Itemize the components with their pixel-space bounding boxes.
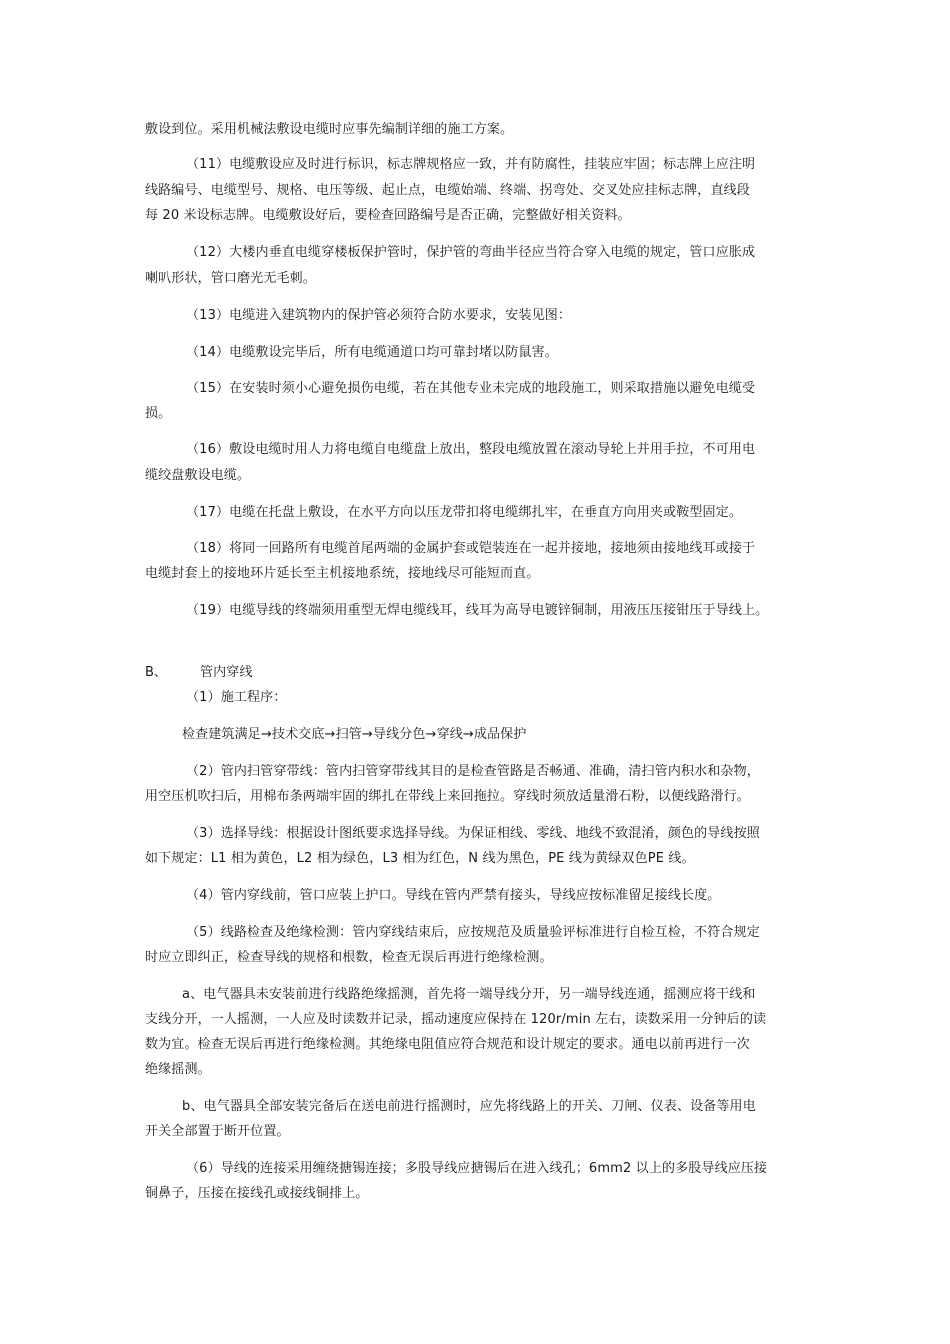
item-17-line: （17）电缆在托盘上敷设，在水平方向以压龙带扣将电缆绑扎牢，在垂直方向用夹或鞍型固定。: [186, 505, 742, 520]
section-b-title: 管内穿线: [200, 665, 253, 680]
b-item-6-line-1: （6）导线的连接采用缠绕搪锡连接；多股导线应搪锡后在进入线孔；6mm2 以上的多股导线应压接: [186, 1161, 768, 1176]
item-19-line: （19）电缆导线的终端须用重型无焊电缆线耳，线耳为高导电镀锌铜制，用液压压接钳压于导线上。: [186, 603, 769, 618]
item-13-line: （13）电缆进入建筑物内的保护管必须符合防水要求，安装见图：: [186, 308, 572, 323]
b-item-5-line-2: 时应立即纠正，检查导线的规格和根数，检查无误后再进行绝缘检测。: [145, 950, 553, 965]
b-item-2-line-2: 用空压机吹扫后，用棉布条两端牢固的绑扎在带线上来回拖拉。穿线时须放适量滑石粉，以便线路滑行。: [145, 789, 750, 804]
item-11-line-1: （11）电缆敷设应及时进行标识，标志牌规格应一致，并有防腐性，挂装应牢固；标志牌上应注明: [186, 157, 756, 172]
item-12-line-2: 喇叭形状，管口磨光无毛刺。: [145, 271, 316, 286]
b-sub-a-line-2: 支线分开，一人摇测，一人应及时读数并记录，摇动速度应保持在 120r/min 左右，读数采用一分钟后的读: [145, 1012, 767, 1027]
b-sub-b-line-2: 开关全部置于断开位置。: [145, 1124, 290, 1139]
process-flow-line: 检查建筑满足→技术交底→扫管→导线分色→穿线→成品保护: [182, 727, 527, 742]
b-item-2-line-1: （2）管内扫管穿带线：管内扫管穿带线其目的是检查管路是否畅通、准确，清扫管内积水和杂物，: [186, 764, 760, 779]
b-sub-a-line-3: 数为宜。检查无误后再进行绝缘检测。其绝缘电阻值应符合规范和设计规定的要求。通电以前再进行一次: [145, 1037, 750, 1052]
item-11-line-3: 每 20 米设标志牌。电缆敷设好后，要检查回路编号是否正确，完整做好相关资料。: [145, 208, 631, 223]
item-15-line-2: 损。: [145, 406, 172, 421]
b-item-6-line-2: 铜鼻子，压接在接线孔或接线铜排上。: [145, 1186, 369, 1201]
b-item-3-line-2: 如下规定：L1 相为黄色，L2 相为绿色，L3 相为红色，N 线为黑色，PE 线为黄绿双色PE 线。: [145, 851, 695, 866]
item-12-line-1: （12）大楼内垂直电缆穿楼板保护管时，保护管的弯曲半径应当符合穿入电缆的规定，管口应胀成: [186, 245, 756, 260]
b-item-1-line: （1）施工程序：: [186, 690, 287, 705]
item-16-line-1: （16）敷设电缆时用人力将电缆自电缆盘上放出，整段电缆放置在滚动导轮上并用手拉，不可用电: [186, 442, 756, 457]
b-item-5-line-1: （5）线路检查及绝缘检测：管内穿线结束后，应按规范及质量验评标准进行自检互检，不符合规定: [186, 925, 760, 940]
b-item-3-line-1: （3）选择导线：根据设计图纸要求选择导线。为保证相线、零线、地线不致混淆，颜色的导线按照: [186, 826, 760, 841]
item-16-line-2: 缆绞盘敷设电缆。: [145, 468, 251, 483]
b-item-4-line: （4）管内穿线前，管口应装上护口。导线在管内严禁有接头，导线应按标准留足接线长度。: [186, 888, 721, 903]
item-18-line-1: （18）将同一回路所有电缆首尾两端的金属护套或铠装连在一起并接地，接地须由接地线耳或接于: [186, 541, 756, 556]
b-sub-a-line-4: 绝缘摇测。: [145, 1062, 211, 1077]
section-b-letter: B、: [145, 665, 167, 680]
item-14-line: （14）电缆敷设完毕后，所有电缆通道口均可靠封堵以防鼠害。: [186, 345, 558, 360]
b-sub-a-line-1: a、电气器具未安装前进行线路绝缘摇测，首先将一端导线分开，另一端导线连通，摇测应将干线和: [182, 987, 756, 1002]
item-11-line-2: 线路编号、电缆型号、规格、电压等级、起止点，电缆始端、终端、拐弯处、交叉处应挂标志牌，直线段: [145, 183, 750, 198]
intro-line: 敷设到位。采用机械法敷设电缆时应事先编制详细的施工方案。: [145, 122, 514, 137]
b-sub-b-line-1: b、电气器具全部安装完备后在送电前进行摇测时，应先将线路上的开关、刀闸、仪表、设备等用电: [182, 1099, 756, 1114]
item-15-line-1: （15）在安装时须小心避免损伤电缆，若在其他专业未完成的地段施工，则采取措施以避免电缆受: [186, 381, 756, 396]
item-18-line-2: 电缆封套上的接地环片延长至主机接地系统，接地线尽可能短而直。: [145, 566, 540, 581]
